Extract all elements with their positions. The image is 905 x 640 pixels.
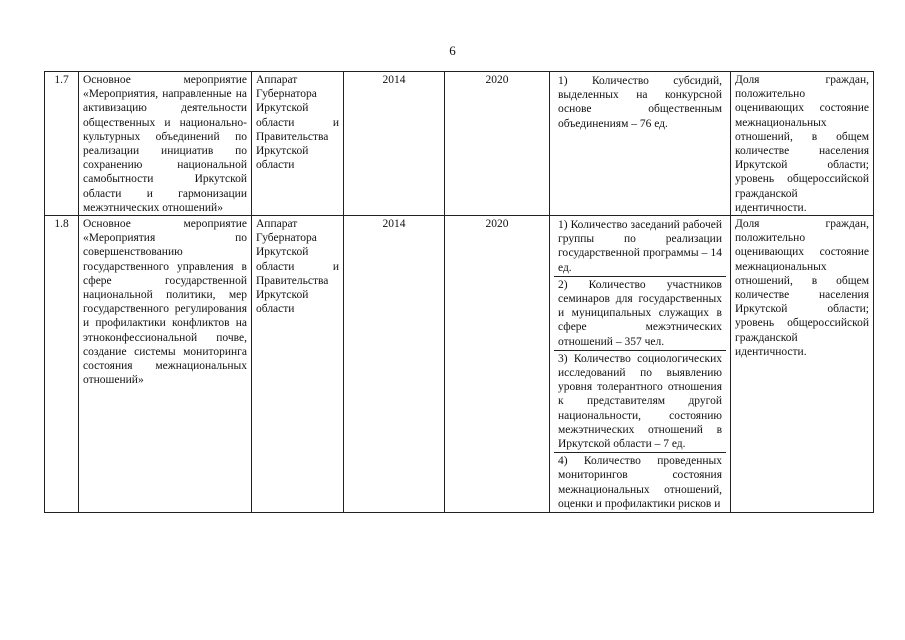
year-end: 2020: [445, 72, 550, 216]
indicator-item: 1) Количество заседаний рабочей группы по реализации государственной программы – 14 ед.: [554, 217, 726, 277]
year-end: 2020: [445, 216, 550, 513]
program-table: [44, 71, 874, 513]
executor-cell: Аппарат Губернатора Иркутской области и Правительства Иркутской области: [252, 216, 344, 513]
event-description: Основное мероприятие «Мероприятия, направленные на активизацию деятельности общественных и национально-культурных объединений по реализации инициатив по сохранению национальной самобытности Иркутской области и гармонизации межэтнических отношений»: [79, 72, 252, 216]
table-row: [45, 72, 874, 216]
indicator-item: 3) Количество социологических исследований по выявлению уровня толерантного отношения к представителям другой национальности, состоянию межэтнических отношений в Иркутской области – 7 ед.: [554, 351, 726, 453]
page-number: 6: [449, 43, 456, 58]
year-start: 2014: [344, 216, 445, 513]
target-indicator: Доля граждан, положительно оценивающих состояние межнациональных отношений, в общем количестве населения Иркутской области; уровень общероссийской гражданской идентичности.: [731, 216, 874, 513]
indicators-cell: [550, 216, 731, 513]
year-start: 2014: [344, 72, 445, 216]
row-number: 1.8: [45, 216, 79, 513]
indicator-item: 4) Количество проведенных мониторингов состояния межнациональных отношений, оценки и профилактики рисков и: [558, 455, 722, 510]
indicator-item: 2) Количество участников семинаров для государственных и муниципальных служащих в сфере межэтнических отношений – 357 чел.: [554, 277, 726, 351]
table-row: [45, 216, 874, 513]
event-description: Основное мероприятие «Мероприятия по совершенствованию государственного управления в сфере государственной национальной политики, мер государственного регулирования и профилактики конфликтов на этноконфессиональной почве, создание системы мониторинга состояния межнациональных отношений»: [79, 216, 252, 513]
target-indicator: Доля граждан, положительно оценивающих состояние межнациональных отношений, в общем количестве населения Иркутской области; уровень общероссийской гражданской идентичности.: [731, 72, 874, 216]
executor-cell: Аппарат Губернатора Иркутской области и Правительства Иркутской области: [252, 72, 344, 216]
indicator-item: 1) Количество субсидий, выделенных на конкурсной основе общественным объединениям – 76 ед.: [558, 75, 722, 130]
row-number: 1.7: [45, 72, 79, 216]
indicators-cell: [550, 72, 731, 216]
